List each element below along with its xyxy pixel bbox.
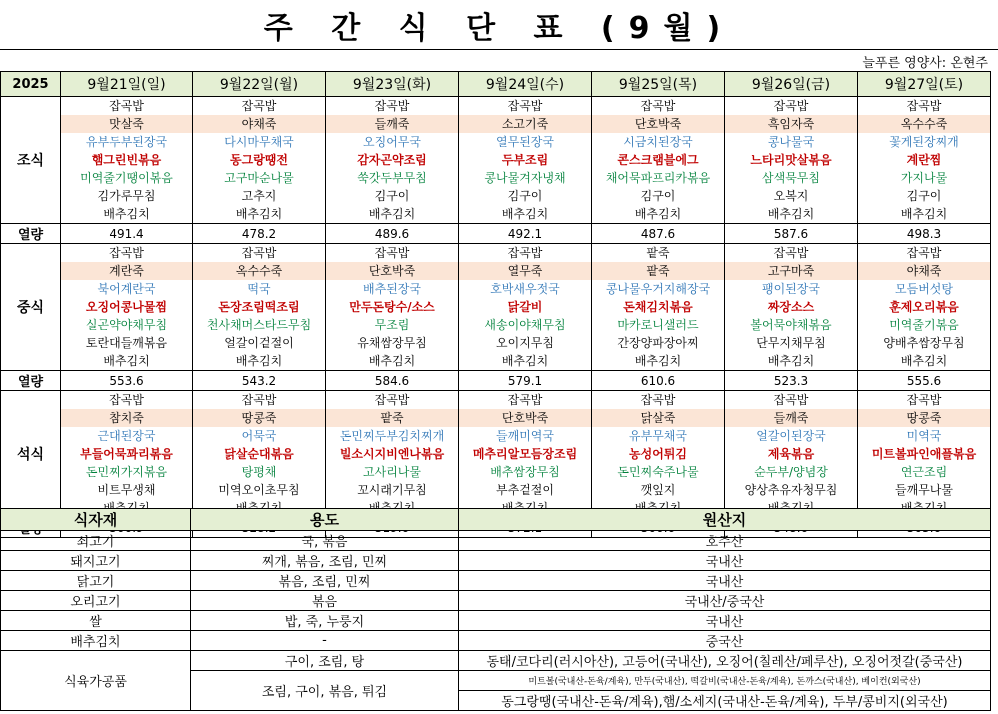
- menu-item: 순두부/양념장: [754, 465, 828, 479]
- menu-item: 토란대들깨볶음: [85, 336, 168, 350]
- origin-country: 국내산: [459, 611, 991, 631]
- menu-item: 잡곡밥: [507, 246, 543, 260]
- menu-item: 유부두부된장국: [85, 135, 168, 149]
- menu-item: 잡곡밥: [640, 99, 676, 113]
- origin-use: -: [191, 631, 459, 651]
- menu-item: 고사리나물: [363, 465, 421, 479]
- calorie-value: 553.6: [61, 371, 193, 391]
- menu-item: 오징어무국: [363, 135, 421, 149]
- menu-item: 배추김치: [235, 354, 283, 368]
- menu-cell: [326, 244, 459, 371]
- menu-cell-items: [725, 244, 857, 370]
- menu-item: 열무된장국: [496, 135, 554, 149]
- calorie-value: 543.2: [193, 371, 326, 391]
- menu-item: 느타리맛살볶음: [750, 153, 832, 167]
- menu-item: 비트무생채: [97, 483, 156, 497]
- menu-cell: [858, 97, 991, 224]
- menu-item: 오이지무침: [496, 336, 554, 350]
- menu-item: 배추김치: [900, 207, 948, 221]
- menu-item: 야채죽: [193, 115, 325, 133]
- calorie-value: 584.6: [326, 371, 459, 391]
- menu-item: 김구이: [374, 189, 410, 203]
- origin-item: 오리고기: [1, 591, 191, 611]
- menu-cell: [592, 391, 725, 518]
- menu-item: 잡곡밥: [374, 99, 410, 113]
- menu-cell-items: [459, 391, 591, 517]
- menu-cell: [61, 391, 193, 518]
- calorie-row: [1, 224, 991, 244]
- menu-item: 배추쌈장무침: [490, 465, 560, 479]
- meal-row: [1, 97, 991, 224]
- menu-cell-items: [592, 97, 724, 223]
- menu-item: 야채죽: [858, 262, 990, 280]
- menu-item: 계란찜: [906, 153, 942, 167]
- day-header: 9월23일(화): [326, 72, 459, 97]
- menu-cell-items: [326, 391, 458, 517]
- menu-item: 닭갈비: [507, 300, 543, 314]
- day-header: 9월21일(일): [61, 72, 193, 97]
- menu-item: 잡곡밥: [109, 246, 144, 260]
- menu-item: 훈제오리볶음: [889, 300, 959, 314]
- origin-use: 조림, 구이, 볶음, 튀김: [191, 671, 459, 711]
- menu-item: 팥죽: [646, 246, 670, 260]
- menu-cell-items: [326, 97, 458, 223]
- menu-cell: [592, 97, 725, 224]
- menu-item: 고구마죽: [725, 262, 857, 280]
- origin-country: 국내산: [459, 571, 991, 591]
- calorie-value: 523.3: [725, 371, 858, 391]
- menu-cell-items: [193, 97, 325, 223]
- origin-header: 원산지: [459, 509, 991, 531]
- menu-cell: [459, 244, 592, 371]
- menu-item: 잡곡밥: [241, 99, 277, 113]
- menu-cell: [61, 244, 193, 371]
- meal-label: 중식: [1, 244, 61, 371]
- menu-item: 햄그린빈볶음: [91, 153, 162, 167]
- menu-cell-items: [858, 244, 990, 370]
- menu-cell: [326, 97, 459, 224]
- menu-cell-items: [193, 391, 325, 517]
- meal-row: [1, 391, 991, 518]
- menu-item: 잡곡밥: [773, 246, 809, 260]
- menu-item: 잡곡밥: [241, 246, 277, 260]
- menu-item: 잡곡밥: [109, 393, 144, 407]
- menu-item: 미역줄기땡이볶음: [80, 171, 173, 185]
- weekly-menu-table: [0, 71, 991, 538]
- menu-cell: [193, 97, 326, 224]
- menu-cell-items: [592, 244, 724, 370]
- origin-country: 동그랑땡(국내산-돈육/계육),햄/소세지(국내산-돈육/계육), 두부/콩비지(외국산): [459, 691, 991, 711]
- menu-item: 만두돈탕수/소스: [349, 300, 435, 314]
- origin-row: [1, 551, 991, 571]
- menu-item: 고구마순나물: [224, 171, 294, 185]
- menu-item: 부추겉절이: [496, 483, 554, 497]
- menu-item: 땅콩죽: [858, 409, 990, 427]
- menu-item: 부들어묵꽈리볶음: [80, 447, 173, 461]
- menu-item: 짜장소스: [767, 300, 815, 314]
- origin-country: 국내산/중국산: [459, 591, 991, 611]
- menu-item: 김구이: [507, 189, 543, 203]
- menu-item: 들깨죽: [725, 409, 857, 427]
- menu-cell-items: [858, 97, 990, 223]
- menu-item: 닭살순대볶음: [224, 447, 294, 461]
- calorie-value: 487.6: [592, 224, 725, 244]
- menu-cell-items: [61, 97, 192, 223]
- menu-cell: [61, 97, 193, 224]
- menu-item: 잡곡밥: [374, 246, 410, 260]
- dietitian-label: 늘푸른 영양사: 온현주: [862, 56, 988, 71]
- menu-item: 팥죽: [592, 262, 724, 280]
- menu-item: 양배추쌈장무침: [883, 336, 965, 350]
- menu-item: 잡곡밥: [507, 393, 543, 407]
- menu-item: 북어계란국: [97, 282, 156, 296]
- header-row: [1, 72, 991, 97]
- menu-item: 잡곡밥: [773, 393, 809, 407]
- menu-item: 김구이: [640, 189, 676, 203]
- menu-item: 얼갈이된장국: [756, 429, 826, 443]
- menu-item: 배추김치: [501, 354, 549, 368]
- origin-use: 볶음: [191, 591, 459, 611]
- menu-item: 단호박죽: [326, 262, 458, 280]
- origin-country: 호주산: [459, 531, 991, 551]
- calorie-value: 498.3: [858, 224, 991, 244]
- origin-item: 돼지고기: [1, 551, 191, 571]
- menu-item: 김가루무침: [97, 189, 156, 203]
- menu-item: 잡곡밥: [109, 99, 144, 113]
- menu-item: 배추김치: [235, 207, 283, 221]
- menu-item: 들깨무나물: [895, 483, 953, 497]
- calorie-row: [1, 371, 991, 391]
- calorie-value: 492.1: [459, 224, 592, 244]
- menu-item: 배추김치: [767, 354, 815, 368]
- menu-item: 유부무채국: [629, 429, 687, 443]
- menu-item: 흑임자죽: [725, 115, 857, 133]
- calorie-value: 579.1: [459, 371, 592, 391]
- menu-cell-items: [858, 391, 990, 517]
- menu-item: 가지나물: [900, 171, 948, 185]
- menu-item: 고추지: [241, 189, 277, 203]
- menu-item: 배추된장국: [363, 282, 421, 296]
- menu-item: 땅콩죽: [193, 409, 325, 427]
- menu-item: 천사채머스타드무침: [206, 318, 312, 332]
- origin-row: [1, 591, 991, 611]
- menu-item: 배추김치: [900, 354, 948, 368]
- menu-item: 미역줄기볶음: [889, 318, 959, 332]
- menu-item: 잡곡밥: [640, 393, 676, 407]
- menu-item: 잡곡밥: [773, 99, 809, 113]
- menu-item: 마카로니샐러드: [617, 318, 699, 332]
- menu-item: 단호박죽: [459, 409, 591, 427]
- menu-item: 메추리알모듬장조림: [472, 447, 578, 461]
- menu-item: 무조림: [374, 318, 410, 332]
- menu-item: 배추김치: [368, 354, 416, 368]
- menu-item: 쑥갓두부무침: [357, 171, 427, 185]
- menu-item: 잡곡밥: [374, 393, 410, 407]
- menu-item: 단호박죽: [592, 115, 724, 133]
- menu-item: 탕평채: [241, 465, 277, 479]
- menu-item: 참치죽: [61, 409, 192, 427]
- menu-item: 유채쌈장무침: [357, 336, 427, 350]
- menu-cell: [193, 391, 326, 518]
- menu-item: 돈채김치볶음: [623, 300, 693, 314]
- origin-item: 배추김치: [1, 631, 191, 651]
- origin-country: 미트볼(국내산-돈육/계육), 만두(국내산), 떡갈비(국내산-돈육/계육), 돈까스(국내산), 베이컨(외국산): [459, 671, 991, 691]
- day-header: 9월25일(목): [592, 72, 725, 97]
- menu-item: 두부조림: [501, 153, 549, 167]
- menu-item: 맛살죽: [61, 115, 192, 133]
- origin-use: 밥, 죽, 누룽지: [191, 611, 459, 631]
- menu-item: 어묵국: [241, 429, 277, 443]
- origin-item: 식육가공품: [1, 651, 191, 711]
- day-header: 9월26일(금): [725, 72, 858, 97]
- origin-use: 볶음, 조림, 민찌: [191, 571, 459, 591]
- meal-label: 석식: [1, 391, 61, 518]
- origin-country: 국내산: [459, 551, 991, 571]
- menu-item: 새송이야채무침: [484, 318, 566, 332]
- menu-item: 팽이된장국: [762, 282, 820, 296]
- menu-item: 배추김치: [767, 207, 815, 221]
- menu-cell: [459, 391, 592, 518]
- day-header: 9월27일(토): [858, 72, 991, 97]
- origin-row: [1, 531, 991, 551]
- menu-item: 콩나물우거지해장국: [605, 282, 711, 296]
- menu-item: 돈민찌가지볶음: [85, 465, 168, 479]
- menu-item: 얼갈이겉절이: [224, 336, 294, 350]
- menu-item: 삼색묵무침: [762, 171, 820, 185]
- calorie-value: 491.4: [61, 224, 193, 244]
- menu-cell-items: [459, 244, 591, 370]
- origin-item: 닭고기: [1, 571, 191, 591]
- origin-use: 국, 볶음: [191, 531, 459, 551]
- menu-cell-items: [725, 391, 857, 517]
- menu-cell: [858, 244, 991, 371]
- origin-use: 찌개, 볶음, 조림, 민찌: [191, 551, 459, 571]
- menu-item: 팥죽: [326, 409, 458, 427]
- menu-item: 배추김치: [634, 207, 682, 221]
- menu-item: 동그랑땡전: [230, 153, 288, 167]
- menu-item: 옥수수죽: [858, 115, 990, 133]
- origin-header: 식자재: [1, 509, 191, 531]
- menu-item: 들깨미역국: [496, 429, 554, 443]
- menu-item: 근대된장국: [97, 429, 156, 443]
- origin-header-row: [1, 509, 991, 531]
- menu-item: 호박새우젓국: [490, 282, 560, 296]
- calorie-label: 열량: [1, 224, 61, 244]
- menu-item: 농성어튀김: [629, 447, 687, 461]
- menu-item: 배추김치: [103, 354, 150, 368]
- menu-item: 꼬시래기무침: [357, 483, 427, 497]
- menu-item: 들깨죽: [326, 115, 458, 133]
- origin-country: 동태/코다리(러시아산), 고등어(국내산), 오징어(칠레산/페루산), 오징어젓갈(중국산): [459, 651, 991, 671]
- origin-item: 쇠고기: [1, 531, 191, 551]
- day-header: 9월24일(수): [459, 72, 592, 97]
- origin-use: 구이, 조림, 탕: [191, 651, 459, 671]
- menu-cell-items: [725, 97, 857, 223]
- menu-item: 채어묵파프리카볶음: [605, 171, 711, 185]
- menu-item: 콘스크램블에그: [617, 153, 699, 167]
- origin-country: 중국산: [459, 631, 991, 651]
- origin-row: [1, 631, 991, 651]
- menu-item: 미역오이초무침: [218, 483, 300, 497]
- menu-cell: [326, 391, 459, 518]
- menu-item: 미역국: [906, 429, 942, 443]
- menu-item: 깻잎지: [640, 483, 676, 497]
- menu-item: 오징어콩나물찜: [85, 300, 168, 314]
- menu-item: 양상추유자청무침: [744, 483, 838, 497]
- menu-item: 김구이: [906, 189, 942, 203]
- menu-cell: [725, 97, 858, 224]
- processed-row: [1, 651, 991, 671]
- menu-item: 배추김치: [501, 207, 549, 221]
- menu-item: 잡곡밥: [906, 246, 942, 260]
- menu-cell-items: [459, 97, 591, 223]
- menu-cell: [858, 391, 991, 518]
- menu-cell: [725, 244, 858, 371]
- menu-item: 빌소시지비엔나볶음: [339, 447, 445, 461]
- title-row: [0, 0, 998, 50]
- menu-cell-items: [592, 391, 724, 517]
- menu-item: 다시마무채국: [224, 135, 294, 149]
- origin-item: 쌀: [1, 611, 191, 631]
- origin-header: 용도: [191, 509, 459, 531]
- menu-item: 오복지: [773, 189, 809, 203]
- menu-item: 배추김치: [368, 207, 416, 221]
- menu-item: 열무죽: [459, 262, 591, 280]
- menu-item: 콩나물겨자냉채: [484, 171, 566, 185]
- menu-item: 제육볶음: [767, 447, 815, 461]
- menu-item: 떡국: [247, 282, 271, 296]
- menu-cell-items: [193, 244, 325, 370]
- menu-cell: [725, 391, 858, 518]
- calorie-value: 610.6: [592, 371, 725, 391]
- menu-item: 간장양파장아찌: [617, 336, 699, 350]
- menu-item: 꽃게된장찌개: [889, 135, 959, 149]
- origin-table: [0, 508, 991, 711]
- menu-item: 돈장조림떡조림: [218, 300, 300, 314]
- menu-item: 잡곡밥: [906, 393, 942, 407]
- menu-item: 단무지채무침: [756, 336, 826, 350]
- menu-item: 소고기죽: [459, 115, 591, 133]
- menu-item: 잡곡밥: [507, 99, 543, 113]
- origin-row: [1, 611, 991, 631]
- menu-item: 옥수수죽: [193, 262, 325, 280]
- menu-item: 배추김치: [103, 207, 150, 221]
- menu-item: 볼어묵야채볶음: [750, 318, 832, 332]
- menu-item: 계란죽: [61, 262, 192, 280]
- day-header: 9월22일(월): [193, 72, 326, 97]
- menu-item: 미트볼파인애플볶음: [871, 447, 977, 461]
- menu-item: 잡곡밥: [241, 393, 277, 407]
- menu-cell-items: [61, 244, 192, 370]
- year-cell: 2025: [1, 72, 61, 97]
- menu-item: 잡곡밥: [906, 99, 942, 113]
- menu-item: 연근조림: [900, 465, 948, 479]
- calorie-value: 478.2: [193, 224, 326, 244]
- menu-item: 배추김치: [634, 354, 682, 368]
- menu-cell-items: [326, 244, 458, 370]
- menu-item: 돈민찌숙주나물: [617, 465, 699, 479]
- menu-cell: [193, 244, 326, 371]
- menu-item: 시금치된장국: [623, 135, 693, 149]
- menu-item: 콩나물국: [767, 135, 815, 149]
- meal-label: 조식: [1, 97, 61, 224]
- menu-cell-items: [61, 391, 192, 517]
- menu-item: 닭살죽: [592, 409, 724, 427]
- menu-cell: [592, 244, 725, 371]
- calorie-value: 587.6: [725, 224, 858, 244]
- menu-item: 모듬버섯탕: [895, 282, 953, 296]
- menu-cell: [459, 97, 592, 224]
- calorie-label: 열량: [1, 371, 61, 391]
- meal-row: [1, 244, 991, 371]
- calorie-value: 489.6: [326, 224, 459, 244]
- menu-item: 감자곤약조림: [357, 153, 427, 167]
- calorie-value: 555.6: [858, 371, 991, 391]
- page-title: 주 간 식 단 표 (9월): [263, 10, 735, 46]
- menu-item: 돈민찌두부김치찌개: [339, 429, 445, 443]
- menu-item: 실곤약야채무침: [85, 318, 168, 332]
- origin-row: [1, 571, 991, 591]
